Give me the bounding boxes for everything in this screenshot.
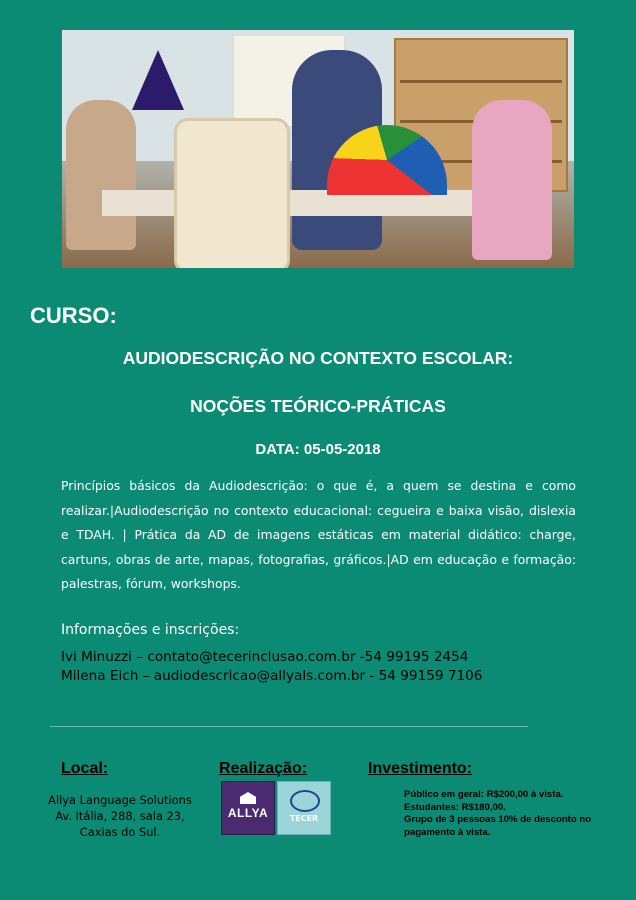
house-icon	[240, 792, 256, 804]
contact-milena: Milena Eich – audiodescricao@allyals.com.br - 54 99159 7106	[61, 668, 483, 684]
info-title: Informações e inscrições:	[61, 622, 240, 638]
local-address	[40, 792, 200, 840]
local-line1: Allya Language Solutions	[48, 793, 192, 807]
realizacao-heading: Realização:	[219, 760, 308, 777]
local-line2: Av. Itália, 288, sala 23,	[55, 809, 185, 823]
course-date: DATA: 05-05-2018	[255, 441, 381, 458]
tecer-logo-text: TECER	[289, 814, 319, 823]
investimento-heading: Investimento:	[368, 760, 473, 777]
course-title-line1: AUDIODESCRIÇÃO NO CONTEXTO ESCOLAR:	[122, 348, 514, 368]
contact-ivi: Ivi Minuzzi – contato@tecerinclusao.com.br -54 99195 2454	[61, 649, 469, 665]
tecer-logo	[277, 781, 331, 835]
allya-logo	[221, 781, 275, 835]
local-line3: Caxias do Sul.	[79, 825, 161, 839]
price-students: Estudantes: R$180,00.	[404, 801, 506, 813]
allya-logo-text: ALLYA	[227, 806, 269, 820]
photo-child-left	[66, 100, 136, 250]
photo-child-right	[472, 100, 552, 260]
classroom-photo	[62, 30, 574, 268]
course-title-line2: NOÇÕES TEÓRICO-PRÁTICAS	[190, 396, 446, 416]
price-general: Público em geral: R$200,00 à vista.	[404, 789, 564, 800]
price-group: Grupo de 3 pessoas 10% de desconto no	[404, 814, 592, 826]
photo-chair	[174, 118, 290, 268]
investimento-details	[404, 789, 629, 839]
infinity-icon	[290, 790, 320, 812]
photo-hat	[132, 50, 184, 110]
price-group-cont: pagamento à vista.	[404, 826, 491, 838]
divider	[50, 726, 528, 727]
local-heading: Local:	[61, 760, 109, 777]
course-description: Princípios básicos da Audiodescrição: o que é, a quem se destina e como realizar.|Audiodescrição no contexto educacional: cegueira e baixa visão, dislexia e TDAH. | Prática da AD de imagens estáticas em material didático: charge, cartuns, obras de arte, mapas, fotografias, gráficos.|AD em educação e formação: palestras, fórum, workshops.	[61, 478, 576, 592]
course-label: CURSO:	[30, 303, 117, 328]
